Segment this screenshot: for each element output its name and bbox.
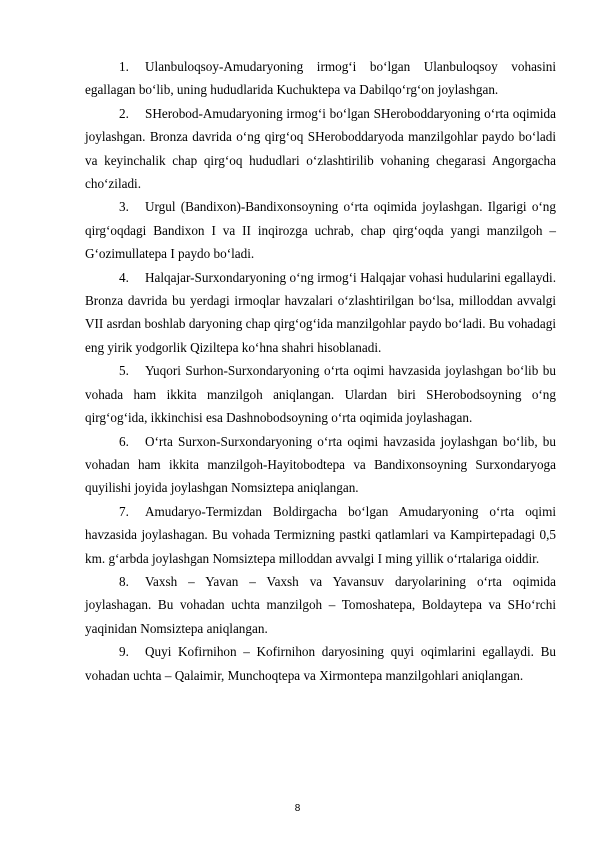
list-item-9 (85, 640, 556, 687)
list-text: Quyi Kofirnihon – Kofirnihon daryosining quyi oqimlarini egallaydi. Bu vohadan uchta – Qalaimir, Munchoqtepa va Xirmontepa manzilgohlari aniqlangan. (85, 644, 556, 683)
list-item-5 (85, 359, 556, 429)
list-number: 5. (119, 363, 129, 379)
list-text: O‘rta Surxon-Surxondaryoning o‘rta oqimi havzasida joylashgan bo‘lib, bu vohadan ham ikkita manzilgoh-Hayitobodtepa va Bandixonsoyning Surxondaryoga quyilishi joyida joylashgan Nomsiztepa aniqlangan. (85, 433, 556, 496)
list-number: 8. (119, 573, 129, 589)
list-number: 1. (119, 59, 129, 74)
list-number: 7. (119, 503, 129, 519)
document-body (85, 55, 556, 687)
list-text: Amudaryo-Termizdan Boldirgacha bo‘lgan Amudaryoning o‘rta oqimi havzasida joylashagan. Bu vohada Termizning pastki qatlamlari va Kampirtepadagi 0,5 km. g‘arbda joylashgan Nomsiztepa milloddan avvalgi I ming yillik o‘rtalariga oiddir. (85, 503, 556, 566)
list-number: 2. (119, 105, 129, 121)
list-number: 4. (119, 269, 129, 285)
list-item-2 (85, 102, 556, 196)
list-item-4 (85, 266, 556, 360)
list-text: Ulanbuloqsoy-Amudaryoning irmog‘i bo‘lgan Ulanbuloqsoy vohasini egallagan bo‘lib, uning hududlarida Kuchuktepa va Dabilqo‘rg‘on joylashgan. (85, 59, 556, 98)
list-item-1 (85, 55, 556, 102)
list-text: Vaxsh – Yavan – Vaxsh va Yavansuv daryolarining o‘rta oqimida joylashagan. Bu vohadan uchta manzilgoh – Tomoshatepa, Boldaytepa va SHo‘rchi yaqinidan Nomsiztepa aniqlangan. (85, 573, 556, 636)
list-text: Urgul (Bandixon)-Bandixonsoyning o‘rta oqimida joylashgan. Ilgarigi o‘ng qirg‘oqdagi Bandixon I va II inqirozga uchrab, chap qirg‘oqda yangi manzilgoh – G‘ozimullatepa I paydo bo‘ladi. (85, 199, 556, 262)
list-text: Halqajar-Surxondaryoning o‘ng irmog‘i Halqajar vohasi hudularini egallaydi. Bronza davrida bu yerdagi irmoqlar havzalari o‘zlashtirilgan bo‘lsa, milloddan avvalgi VII asrdan boshlab daryoning chap qirg‘og‘ida manzilgohlar paydo bo‘ladi. Bu vohadagi eng yirik yodgorlik Qiziltepa ko‘hna shahri hisoblanadi. (85, 269, 556, 355)
list-number: 3. (119, 199, 129, 215)
page-number: 8 (294, 803, 301, 814)
list-item-3 (85, 195, 556, 265)
list-item-8 (85, 570, 556, 640)
list-item-6 (85, 430, 556, 500)
list-number: 6. (119, 433, 129, 449)
list-text: Yuqori Surhon-Surxondaryoning o‘rta oqimi havzasida joylashgan bo‘lib bu vohada ham ikkita manzilgoh aniqlangan. Ulardan biri SHerobodsoyning o‘ng qirg‘og‘ida, ikkinchisi esa Dashnobodsoyning o‘rta oqimida joylashagan. (85, 363, 556, 426)
list-text: SHerobod-Amudaryoning irmog‘i bo‘lgan SHeroboddaryoning o‘rta oqimida joylashgan. Bronza davrida o‘ng qirg‘oq SHeroboddaryoda manzilgohlar paydo bo‘ladi va keyinchalik chap qirg‘oq hududlari o‘zlashtirilib vohaning chegarasi Angorgacha cho‘ziladi. (85, 105, 556, 192)
list-number: 9. (119, 644, 129, 660)
list-item-7 (85, 500, 556, 570)
